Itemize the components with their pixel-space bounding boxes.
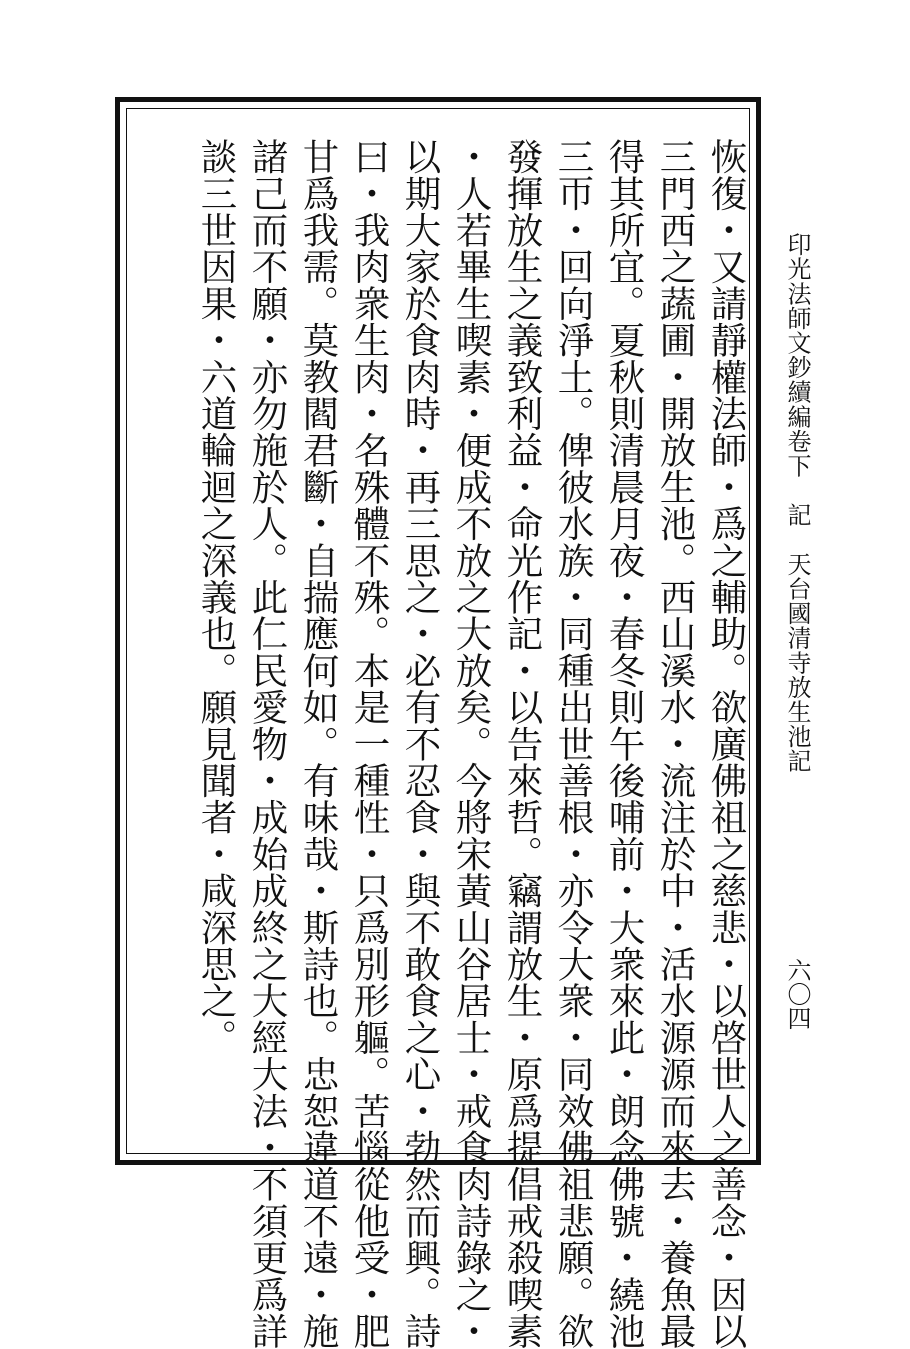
running-header: 印光法師文鈔續編卷下 記 天台國清寺放生池記 — [783, 232, 811, 774]
text-column-2: 三門西之蔬圃・開放生池。西山溪水・流注於中・活水源源而來去・養魚最 — [654, 138, 697, 1349]
text-column-7: 以期大家於食肉時・再三思之・必有不忍食・與不敢食之心・勃然而興。詩 — [399, 138, 442, 1349]
text-column-9: 甘爲我需。莫教閻君斷・自揣應何如。有味哉・斯詩也。忠恕違道不遠・施 — [297, 138, 340, 1349]
text-column-8: 曰・我肉衆生肉・名殊體不殊。本是一種性・只爲別形軀。苦惱從他受・肥 — [348, 138, 391, 1349]
text-column-11: 談三世因果・六道輪迴之深義也。願見聞者・咸深思之。 — [195, 138, 238, 1056]
text-column-4: 三帀・回向淨土。俾彼水族・同種出世善根・亦令大衆・同效佛祖悲願。欲 — [552, 138, 595, 1349]
text-column-3: 得其所宜。夏秋則清晨月夜・春冬則午後哺前・大衆來此・朗念佛號・繞池 — [603, 138, 646, 1349]
text-column-6: ・人若畢生喫素・便成不放之大放矣。今將宋黃山谷居士・戒食肉詩錄之・ — [450, 138, 493, 1349]
page-number: 六〇四 — [783, 958, 811, 1030]
text-column-10: 諸己而不願・亦勿施於人。此仁民愛物・成始成終之大經大法・不須更爲詳 — [246, 138, 289, 1349]
text-column-5: 發揮放生之義致利益・命光作記・以告來哲。竊謂放生・原爲提倡戒殺喫素 — [501, 138, 544, 1349]
text-column-1: 恢復・又請靜權法師・爲之輔助。欲廣佛祖之慈悲・以啓世人之善念・因以 — [705, 138, 748, 1349]
